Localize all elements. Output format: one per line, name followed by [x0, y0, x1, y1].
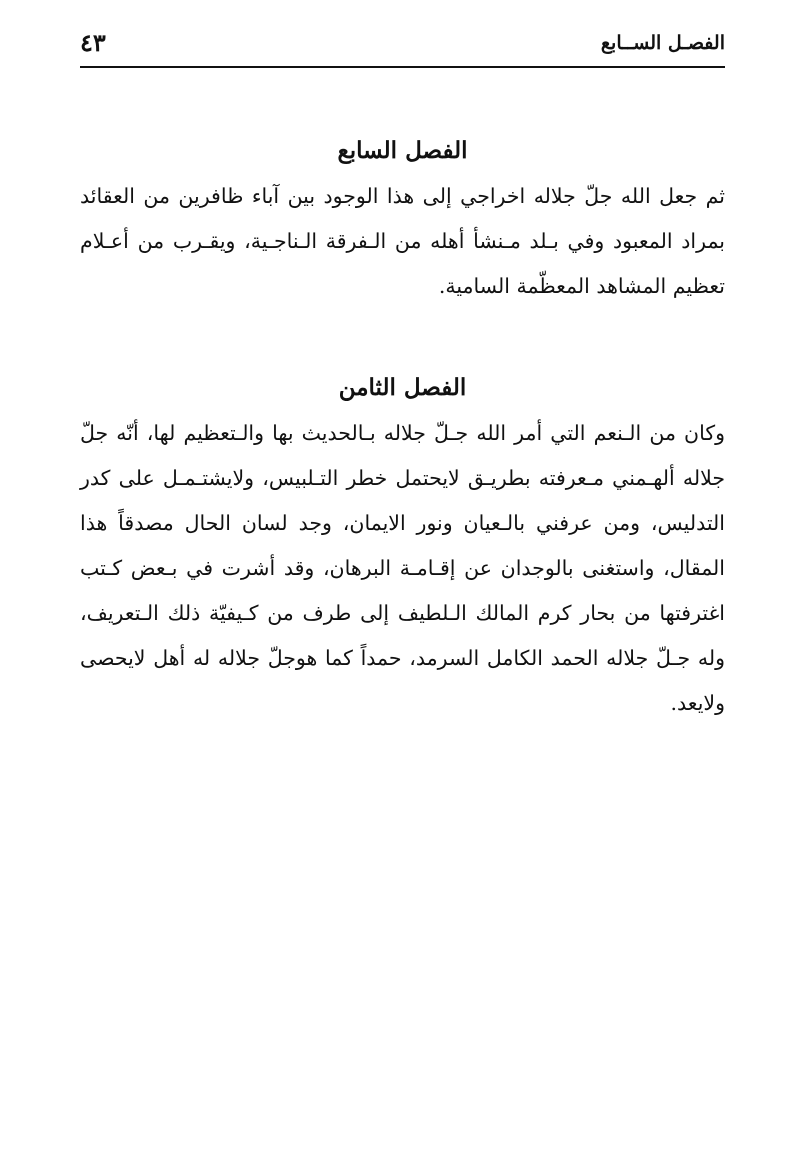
chapter-heading-seventh: الفصل السابع — [337, 137, 468, 164]
chapter-heading-eighth: الفصل الثامن — [338, 374, 467, 401]
running-header — [80, 26, 725, 68]
page-number: ٤٣ — [80, 28, 106, 57]
section-gap — [80, 309, 725, 365]
chapter-paragraph-seventh: ثم جعل الله جلّ جلاله اخراجي إلى هذا الوجود بين آباء ظافرين من العقائد بمراد المعبود وفي بـلد مـنشأ أهله من الـفرقة الـناجـية، ويقـرب من أعـلام تعظيم المشاهد المعظّمة السامية. — [80, 184, 725, 298]
page-body — [80, 128, 725, 726]
running-title: الفصـل الســابع — [600, 32, 725, 54]
chapter-paragraph-eighth: وكان من الـنعم التي أمر الله جـلّ جلاله بـالحديث بها والـتعظيم لها، أنّه جلّ جلاله ألهـمني مـعرفته بطريـق لايحتمل خطر التـلبيس، ولايشتـمـل على كدر التدليس، ومن عرفني بالـعيان ونور الايمان، وجد لسان الحال مصدقاً هذا المقال، واستغنى بالوجدان عن إقـامـة البرهان، وقد أشرت في بـعض كـتب اغترفتها من بحار كرم المالك الـلطيف إلى طرف من كـيفيّة ذلك الـتعريف، وله جـلّ جلاله الحمد الكامل السرمد، حمداً كما هوجلّ جلاله له أهل لايحصى ولايعد. — [80, 421, 725, 715]
